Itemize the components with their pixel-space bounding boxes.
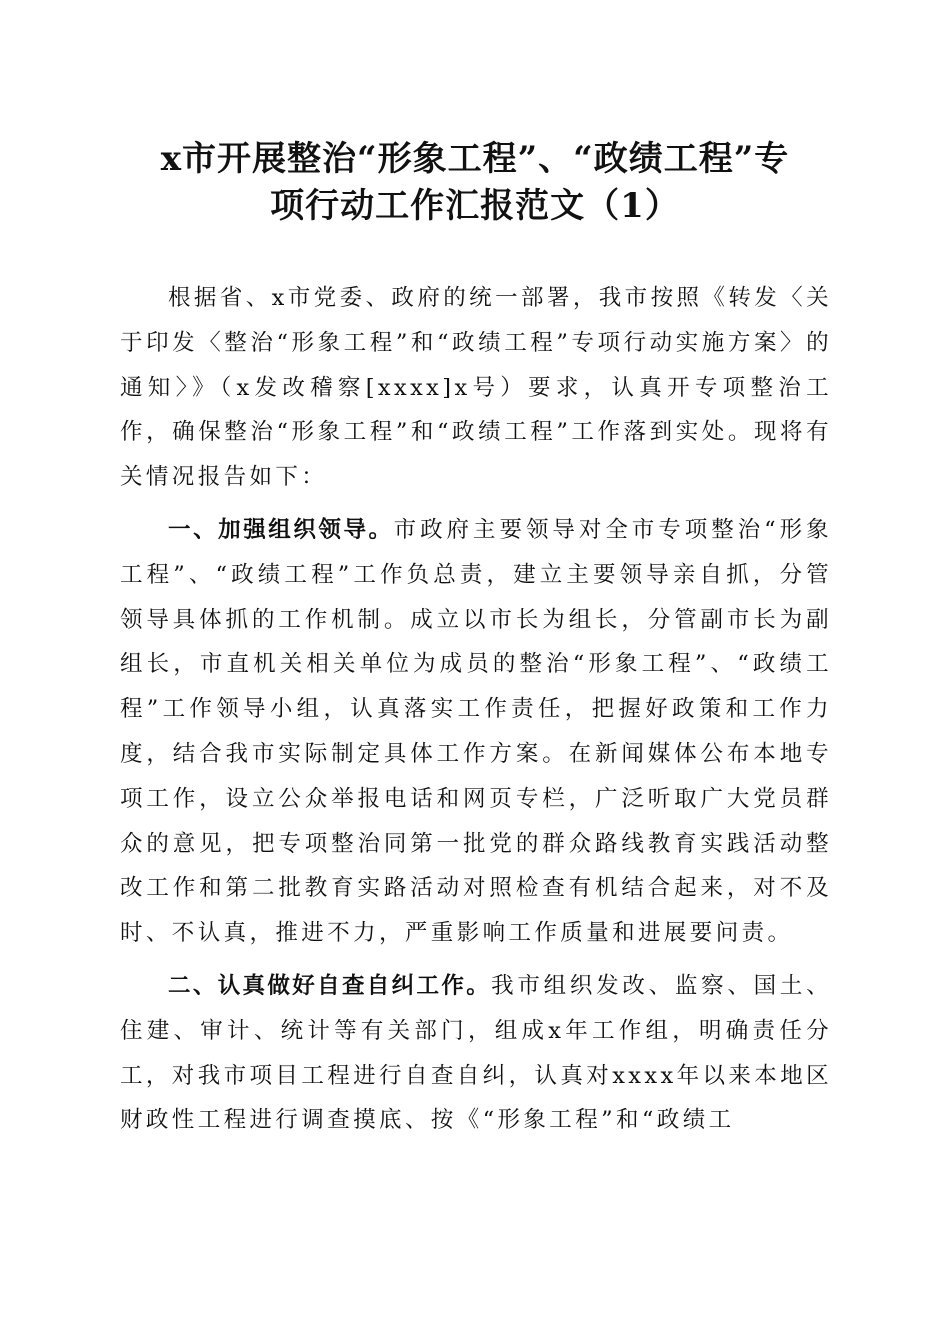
paragraph-intro-text: 根据省、x市党委、政府的统一部署，我市按照《转发〈关于印发〈整治“形象工程”和“政绩工程”专项行动实施方案〉的通知〉》（x发改稽察[xxxx]x号）要求，认真开专项整治工作，确保整治“形象工程”和“政绩工程”工作落到实处。现将有关情况报告如下： xyxy=(120,285,832,491)
title-line-2: 项行动工作汇报范文（1） xyxy=(270,186,680,226)
paragraph-intro xyxy=(120,276,832,500)
section-1-text: 市政府主要领导对全市专项整治“形象工程”、“政绩工程”工作负总责，建立主要领导亲自抓，分管领导具体抓的工作机制。成立以市长为组长，分管副市长为副组长，市直机关相关单位为成员的整治“形象工程”、“政绩工程”工作领导小组，认真落实工作责任，把握好政策和工作力度，结合我市实际制定具体工作方案。在新闻媒体公布本地专项工作，设立公众举报电话和网页专栏，广泛听取广大党员群众的意见，把专项整治同第一批党的群众路线教育实践活动整改工作和第二批教育实路活动对照检查有机结合起来，对不及时、不认真，推进不力，严重影响工作质量和进展要问责。 xyxy=(120,516,832,947)
section-1-heading: 一、加强组织领导。 xyxy=(168,516,394,543)
document-title xyxy=(100,136,850,230)
title-line-1: x市开展整治“形象工程”、“政绩工程”专 xyxy=(160,139,790,179)
paragraph-section-1 xyxy=(120,508,832,956)
document-body xyxy=(120,276,832,1143)
section-2-heading: 二、认真做好自查自纠工作。 xyxy=(168,972,492,999)
paragraph-section-2 xyxy=(120,964,832,1143)
section-2-text: 我市组织发改、监察、国土、住建、审计、统计等有关部门，组成x年工作组，明确责任分工，对我市项目工程进行自查自纠，认真对xxxx年以来本地区财政性工程进行调查摸底、按《“形象工程”和“政绩工 xyxy=(120,972,832,1134)
